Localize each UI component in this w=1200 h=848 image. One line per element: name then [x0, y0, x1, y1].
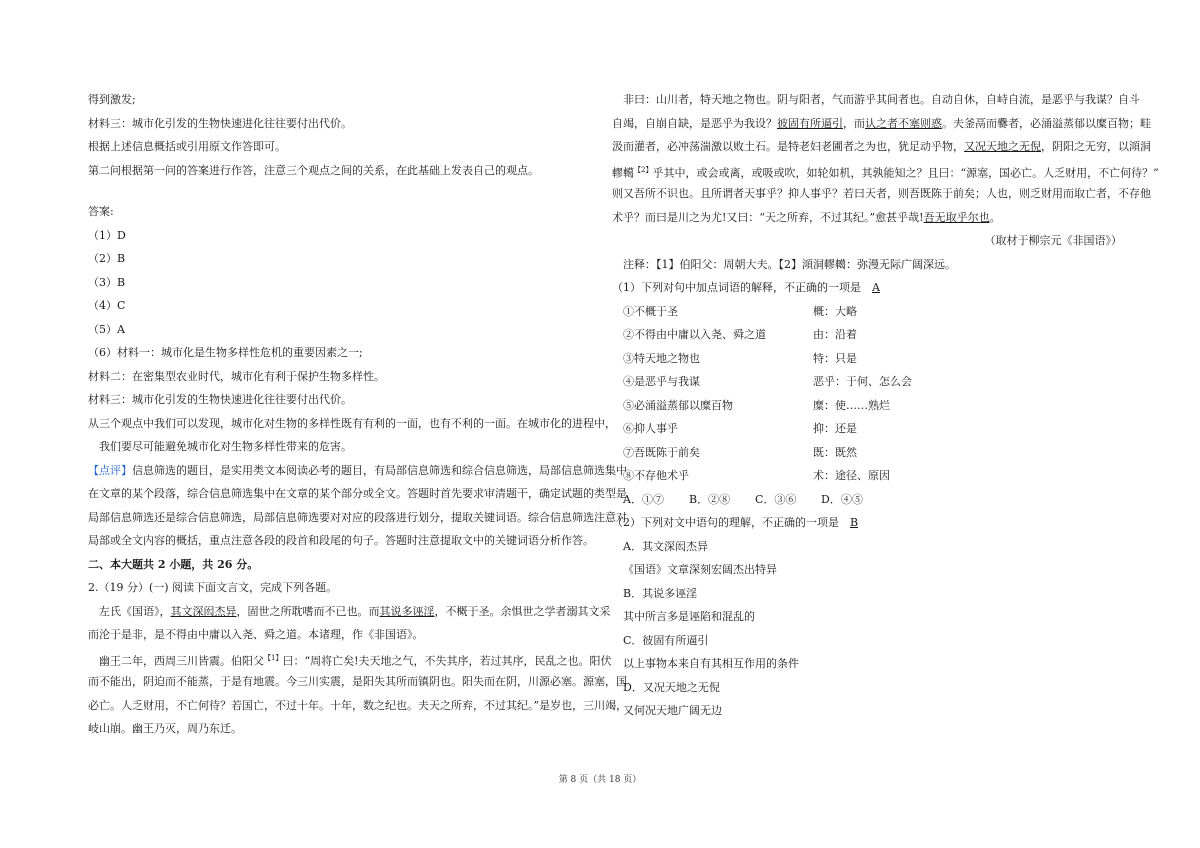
option-line: 《国语》文章深刻宏阔杰出特异 [623, 563, 777, 576]
answer-line: 从三个观点中我们可以发现，城市化对生物的多样性既有有利的一面，也有不利的一面。在城市化的进程中， [88, 416, 616, 430]
word-pair: ②不得由中庸以入尧、舜之道 由：沿着 [623, 328, 857, 341]
passage-line: 自竭，自崩自缺，是恶乎为我设？彼固有所逼引，而认之者不塞则惑。夫釜鬲而爨者，必涌溢蒸郁以糜 ·百物；畦 [612, 112, 1132, 136]
passage-line: 术乎？而曰是川之为尤!又曰：“天之所弃，不过其纪。”愈甚乎哉!吾无取乎尔也。 [612, 210, 1001, 224]
text-line: 根据上述信息概括或引用原文作答即可。 [88, 140, 286, 153]
word-pair: ⑤必涌溢蒸郁以糜百物 糜：使……熟烂 [623, 398, 890, 412]
text-line: 得到激发; [88, 93, 136, 106]
answer-item: （2）B [88, 252, 126, 265]
answer-line: 材料三：城市化引发的生物快速进化往往要付出代价。 [88, 393, 352, 406]
option-line: D．又况天地之无倪 [623, 680, 720, 694]
comment-line [88, 459, 627, 483]
answer-label: 答案: [88, 205, 114, 218]
answer-line: 我们要尽可能避免城市化对生物多样性带来的危害。 [99, 440, 352, 453]
answer-line: 材料二：在密集型农业时代，城市化有利于保护生物多样性。 [88, 369, 385, 383]
option-line: 以上事物本来自有其相互作用的条件 [623, 657, 799, 670]
passage-line: 非曰：山川者，特 ·天地之物也。阴与阳者，气而游乎其间者也。自动自休，自峙自流，是恶 ·乎与我谋？自斗 [612, 88, 1132, 112]
passage-line: 必亡。人乏财用，不亡何待？若国亡，不过十年。十年，数之纪也。夫天之所弃，不过其纪。”是岁也，三川竭， [88, 698, 628, 712]
word-pair: ③特天地之物也 特：只是 [623, 351, 857, 365]
comment-line: 在文章的某个段落，综合信息筛选集中在文章的某个部分或全文。答题时首先要求审清题干，确定试题的类型是 [88, 487, 627, 500]
answer-item: （1）D [88, 228, 126, 242]
question-1-stem: （1）下列对句中加点词语的解释，不正 ·确的一项是 A [612, 276, 1132, 300]
word-pair: ⑧不存他术乎 术：途径、原因 [623, 469, 890, 482]
right-column [612, 88, 1159, 723]
word-pair: ⑦吾既陈于前矣 既：既然 [623, 445, 857, 459]
answer-item: （4）C [88, 299, 126, 312]
word-pair: ⑥抑人事乎 抑：还是 [623, 422, 857, 435]
page-footer: 第 8 页（共 18 页） [558, 775, 642, 785]
option-line: A．其文深闳杰异 [623, 539, 708, 553]
annotation-note: 注释：【1】伯阳父：周朝大夫。【2】澒洞轇轕：弥漫无际广阔深远。 [623, 257, 956, 271]
answer-item: （5）A [88, 322, 125, 336]
passage-line: 而沦于是非，是不得由 ·中庸以入尧、舜之道。本诸理，作《非国语》。 [88, 623, 588, 647]
option-line: 其中所言多是诬陷和混乱的 [623, 610, 755, 623]
answer-item: （3）B [88, 275, 126, 289]
question-intro: 2.（19 分）(一) 阅读下面文言文，完成下列各题。 [88, 581, 338, 594]
passage-line: 轇轕$^{【2】}$乎其中，或会或离，或吸或吹，如轮如机，其孰能知之？且曰：“源塞，国必亡。人乏财用，不亡何待？” [612, 165, 1159, 180]
option-line: C．彼固有所逼引 [623, 633, 709, 647]
question-2-stem: （2）下列对文中语句的理解，不正 ·确的一项是 B [612, 511, 1132, 535]
source-citation: （取材于柳宗元《非国语》） [984, 234, 1122, 247]
passage-line: 而不能出，阴迫而不能蒸，于是有地震。今三川实震，是阳失其所而镇阴也。阳失而在阴，川源必塞。源塞，国 [88, 675, 627, 688]
passage-line: 则又吾所不识也。且所谓者天事乎？抑人事乎？若曰天者，则吾既陈于前矣；人也，则乏财用而取亡者，不存他 [612, 187, 1151, 200]
answer-item: （6）材料一：城市化是生物多样性危机的重要因素之一; [88, 346, 363, 359]
passage-line: 幽王二年，西周三川皆震。伯阳父$^{【1】}$曰：“周将亡矣!夫天地之气，不失其序，若过其序，民乱之也。阳伏 [99, 653, 612, 668]
comment-text: 信息筛选的题目，是实用类文本阅读必考的题目，有局部信息筛选和综合信息筛选，局部信息筛选集中 [132, 463, 627, 477]
answer-blank: B [849, 516, 859, 529]
word-pair: ①不概于圣 概：大略 [623, 304, 857, 318]
option-line: 又何况天地广阔无边 [623, 704, 722, 717]
text-line: 材料三：城市化引发的生物快速进化往往要付出代价。 [88, 116, 352, 130]
passage-line: 汲而灌者，必冲荡湍激以败土石。是特老妇老圃者之为也，犹足动乎物，又况天地之无倪，阴阳之无穷，以澒洞 [612, 140, 1151, 153]
left-column [88, 88, 628, 741]
passage-line: 左氏《国语》，其文深闳杰异，固世之所耽嗜而不已也。而其说多诬淫，不概 ·于圣。余惧世之学者溺其文采 [88, 600, 588, 624]
section-title: 二、本大题共 2 小题，共 26 分。 [88, 557, 259, 571]
comment-tag: 【点评】 [88, 463, 132, 477]
comment-line: 局部或全文内容的概括，重点注意各段的段首和段尾的句子。答题时注意提取文中的关键词语分析作答。 [88, 534, 594, 547]
word-pair: ④是恶乎与我谋 恶乎：于何、怎么会 [623, 375, 912, 388]
passage-line: 岐山崩。幽王乃灭，周乃东迁。 [88, 722, 242, 735]
option-line: B．其说多诬淫 [623, 586, 698, 600]
answer-blank: A [872, 281, 880, 294]
comment-line: 局部信息筛选还是综合信息筛选，局部信息筛选要对对应的段落进行划分，提取关键词语。综合信息筛选注意对 [88, 510, 627, 524]
question-1-options: A．①⑦ B．②⑧ C．③⑥ D．④⑤ [623, 492, 863, 506]
text-line: 第二问根据第一问的答案进行作答，注意三个观点之间的关系，在此基础上发表自己的观点。 [88, 163, 539, 177]
